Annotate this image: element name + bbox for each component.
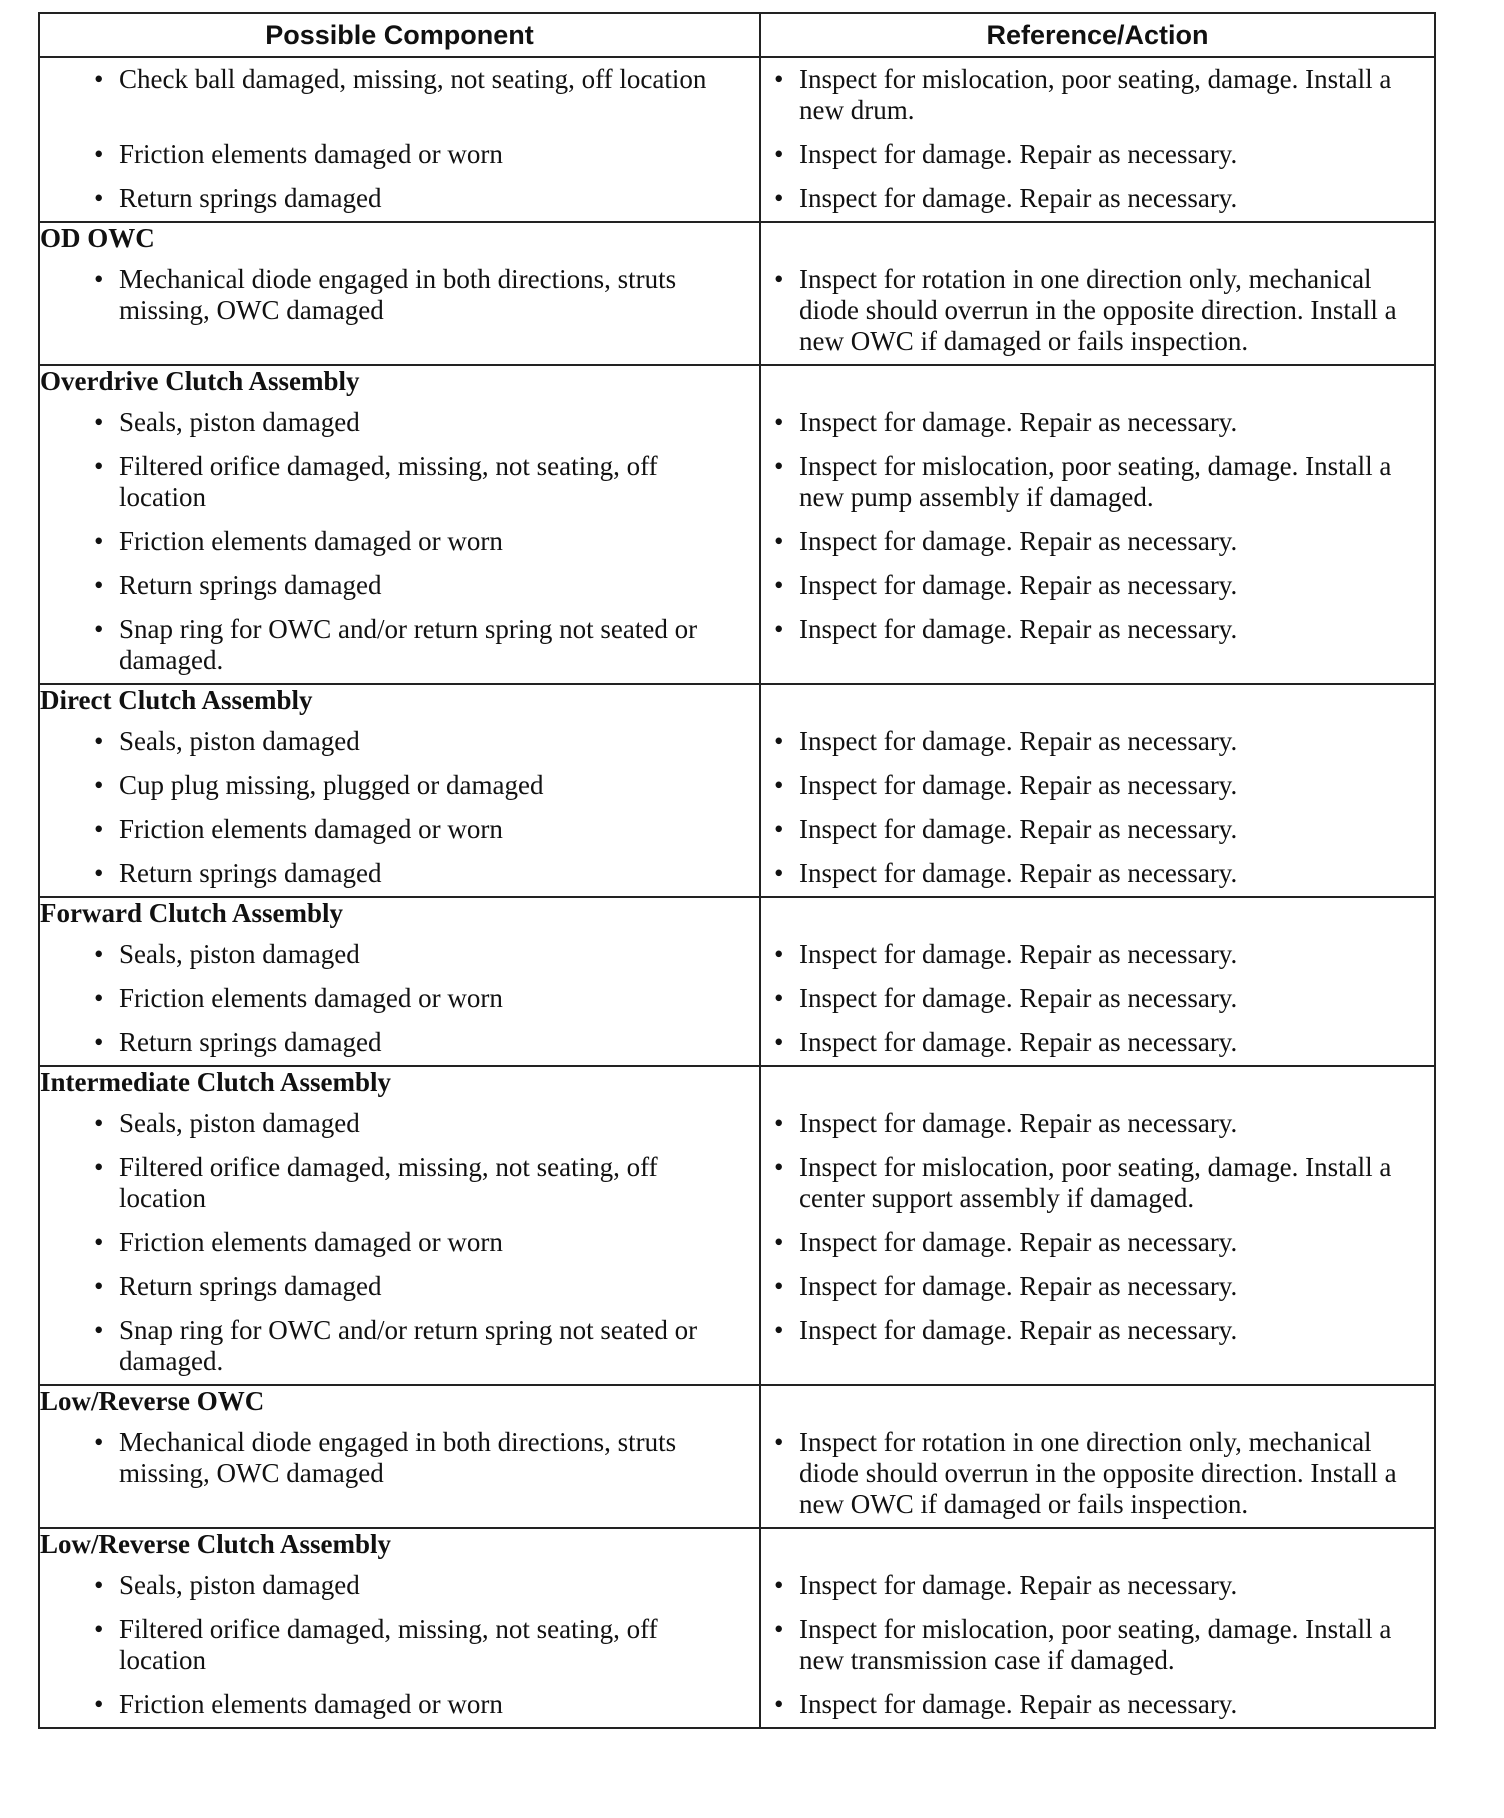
bullet-icon: •	[94, 983, 104, 1013]
list-item	[761, 445, 1434, 520]
table-row	[39, 933, 1435, 977]
action-text: Inspect for damage. Repair as necessary.	[799, 726, 1238, 756]
list-item	[40, 764, 759, 808]
component-group	[39, 365, 1435, 684]
component-cell	[39, 1021, 760, 1066]
table-row	[39, 1564, 1435, 1608]
component-text: Cup plug missing, plugged or damaged	[119, 770, 544, 800]
group-heading-row	[39, 897, 1435, 933]
group-heading-row	[39, 365, 1435, 401]
group-heading-row	[39, 684, 1435, 720]
action-text: Inspect for mislocation, poor seating, damage. Install a center support assembly if damaged.	[799, 1152, 1392, 1213]
table-row	[39, 852, 1435, 897]
action-cell	[760, 1265, 1435, 1309]
bullet-icon: •	[774, 264, 784, 294]
bullet-icon: •	[774, 1570, 784, 1600]
action-cell	[760, 1021, 1435, 1066]
action-cell	[760, 808, 1435, 852]
component-text: Seals, piston damaged	[119, 726, 360, 756]
bullet-icon: •	[774, 526, 784, 556]
action-text: Inspect for damage. Repair as necessary.	[799, 139, 1238, 169]
table-row	[39, 1146, 1435, 1221]
list-item	[40, 177, 759, 221]
group-title-spacer	[760, 897, 1435, 933]
table-row	[39, 608, 1435, 684]
action-cell	[760, 977, 1435, 1021]
component-text: Return springs damaged	[119, 1271, 382, 1301]
bullet-icon: •	[774, 1271, 784, 1301]
component-text: Filtered orifice damaged, missing, not seating, off location	[119, 451, 658, 512]
component-text: Seals, piston damaged	[119, 407, 360, 437]
component-text: Check ball damaged, missing, not seating, off location	[119, 64, 707, 94]
action-cell	[760, 720, 1435, 764]
list-item	[40, 608, 759, 683]
component-text: Seals, piston damaged	[119, 1108, 360, 1138]
action-cell	[760, 133, 1435, 177]
action-cell	[760, 608, 1435, 684]
component-cell	[39, 764, 760, 808]
component-cell	[39, 808, 760, 852]
table-row	[39, 520, 1435, 564]
component-text: Friction elements damaged or worn	[119, 139, 503, 169]
action-text: Inspect for damage. Repair as necessary.	[799, 1689, 1238, 1719]
bullet-icon: •	[94, 1152, 104, 1182]
list-item	[40, 1021, 759, 1065]
group-title-spacer	[760, 1385, 1435, 1421]
group-title-spacer	[760, 684, 1435, 720]
bullet-icon: •	[774, 1152, 784, 1182]
action-cell	[760, 1102, 1435, 1146]
component-text: Filtered orifice damaged, missing, not seating, off location	[119, 1614, 658, 1675]
table-row	[39, 445, 1435, 520]
list-item	[761, 58, 1434, 133]
action-cell	[760, 852, 1435, 897]
component-cell	[39, 564, 760, 608]
action-cell	[760, 564, 1435, 608]
action-text: Inspect for damage. Repair as necessary.	[799, 183, 1238, 213]
table-header	[39, 13, 1435, 57]
bullet-icon: •	[94, 1570, 104, 1600]
group-title: Direct Clutch Assembly	[39, 684, 760, 720]
component-group	[39, 1385, 1435, 1528]
component-text: Mechanical diode engaged in both directions, struts missing, OWC damaged	[119, 1427, 677, 1488]
bullet-icon: •	[94, 1614, 104, 1644]
component-cell	[39, 720, 760, 764]
component-text: Friction elements damaged or worn	[119, 1689, 503, 1719]
component-text: Filtered orifice damaged, missing, not seating, off location	[119, 1152, 658, 1213]
group-title: Low/Reverse OWC	[39, 1385, 760, 1421]
bullet-icon: •	[774, 726, 784, 756]
list-item	[40, 720, 759, 764]
list-item	[761, 520, 1434, 564]
component-cell	[39, 1221, 760, 1265]
list-item	[761, 401, 1434, 445]
action-text: Inspect for damage. Repair as necessary.	[799, 1570, 1238, 1600]
group-title: OD OWC	[39, 222, 760, 258]
table-row	[39, 401, 1435, 445]
bullet-icon: •	[94, 1108, 104, 1138]
bullet-icon: •	[94, 726, 104, 756]
action-text: Inspect for damage. Repair as necessary.	[799, 1027, 1238, 1057]
table-row	[39, 1421, 1435, 1528]
list-item	[761, 133, 1434, 177]
list-item	[40, 520, 759, 564]
component-cell	[39, 1309, 760, 1385]
group-title-spacer	[760, 1066, 1435, 1102]
table-row	[39, 1265, 1435, 1309]
component-cell	[39, 57, 760, 133]
table-row	[39, 720, 1435, 764]
action-cell	[760, 1608, 1435, 1683]
list-item	[40, 445, 759, 520]
action-text: Inspect for damage. Repair as necessary.	[799, 614, 1238, 644]
list-item	[40, 808, 759, 852]
bullet-icon: •	[94, 526, 104, 556]
component-cell	[39, 852, 760, 897]
list-item	[40, 258, 759, 333]
list-item	[40, 401, 759, 445]
table-row	[39, 1221, 1435, 1265]
action-text: Inspect for damage. Repair as necessary.	[799, 1227, 1238, 1257]
component-text: Snap ring for OWC and/or return spring not seated or damaged.	[119, 614, 698, 675]
table-row	[39, 1309, 1435, 1385]
list-item	[761, 933, 1434, 977]
bullet-icon: •	[94, 451, 104, 481]
action-cell	[760, 933, 1435, 977]
list-item	[761, 564, 1434, 608]
list-item	[40, 133, 759, 177]
list-item	[40, 1221, 759, 1265]
table-row	[39, 1683, 1435, 1728]
table-row	[39, 1102, 1435, 1146]
table-row	[39, 808, 1435, 852]
bullet-icon: •	[94, 614, 104, 644]
action-cell	[760, 1146, 1435, 1221]
component-text: Mechanical diode engaged in both directions, struts missing, OWC damaged	[119, 264, 677, 325]
action-cell	[760, 258, 1435, 365]
action-text: Inspect for mislocation, poor seating, damage. Install a new pump assembly if damaged.	[799, 451, 1392, 512]
component-group	[39, 1066, 1435, 1385]
action-text: Inspect for damage. Repair as necessary.	[799, 526, 1238, 556]
table-row	[39, 977, 1435, 1021]
action-text: Inspect for damage. Repair as necessary.	[799, 770, 1238, 800]
action-cell	[760, 1421, 1435, 1528]
component-cell	[39, 133, 760, 177]
list-item	[761, 977, 1434, 1021]
action-text: Inspect for rotation in one direction only, mechanical diode should overrun in the opposite direction. Install a new OWC if damaged or fails inspection.	[799, 264, 1397, 356]
list-item	[761, 258, 1434, 364]
component-group	[39, 684, 1435, 897]
list-item	[40, 1608, 759, 1683]
bullet-icon: •	[94, 814, 104, 844]
action-cell	[760, 1309, 1435, 1385]
action-text: Inspect for damage. Repair as necessary.	[799, 407, 1238, 437]
component-text: Friction elements damaged or worn	[119, 526, 503, 556]
action-cell	[760, 1564, 1435, 1608]
bullet-icon: •	[94, 1689, 104, 1719]
bullet-icon: •	[774, 1315, 784, 1345]
action-cell	[760, 1221, 1435, 1265]
component-text: Seals, piston damaged	[119, 939, 360, 969]
action-text: Inspect for mislocation, poor seating, damage. Install a new drum.	[799, 64, 1392, 125]
list-item	[40, 564, 759, 608]
list-item	[761, 720, 1434, 764]
table-row	[39, 1608, 1435, 1683]
group-heading-row	[39, 1385, 1435, 1421]
action-text: Inspect for mislocation, poor seating, damage. Install a new transmission case if damaged.	[799, 1614, 1392, 1675]
component-text: Return springs damaged	[119, 570, 382, 600]
action-text: Inspect for damage. Repair as necessary.	[799, 814, 1238, 844]
component-cell	[39, 520, 760, 564]
list-item	[40, 1421, 759, 1496]
action-cell	[760, 57, 1435, 133]
list-item	[761, 1221, 1434, 1265]
bullet-icon: •	[94, 1271, 104, 1301]
group-title: Overdrive Clutch Assembly	[39, 365, 760, 401]
bullet-icon: •	[774, 183, 784, 213]
list-item	[40, 1102, 759, 1146]
bullet-icon: •	[94, 64, 104, 94]
group-title-spacer	[760, 222, 1435, 258]
component-cell	[39, 1683, 760, 1728]
bullet-icon: •	[94, 1315, 104, 1345]
component-cell	[39, 258, 760, 365]
bullet-icon: •	[774, 1108, 784, 1138]
group-title: Forward Clutch Assembly	[39, 897, 760, 933]
list-item	[40, 58, 759, 102]
bullet-icon: •	[774, 139, 784, 169]
component-cell	[39, 1608, 760, 1683]
action-cell	[760, 177, 1435, 222]
list-item	[40, 852, 759, 896]
list-item	[40, 1564, 759, 1608]
table-row	[39, 177, 1435, 222]
group-title-spacer	[760, 365, 1435, 401]
list-item	[761, 1265, 1434, 1309]
component-text: Friction elements damaged or worn	[119, 983, 503, 1013]
bullet-icon: •	[774, 451, 784, 481]
component-cell	[39, 401, 760, 445]
list-item	[40, 933, 759, 977]
bullet-icon: •	[94, 264, 104, 294]
bullet-icon: •	[94, 183, 104, 213]
table-row	[39, 564, 1435, 608]
list-item	[761, 608, 1434, 652]
table-row	[39, 764, 1435, 808]
component-text: Friction elements damaged or worn	[119, 1227, 503, 1257]
bullet-icon: •	[94, 770, 104, 800]
bullet-icon: •	[94, 1027, 104, 1057]
bullet-icon: •	[94, 139, 104, 169]
bullet-icon: •	[774, 1614, 784, 1644]
component-group	[39, 57, 1435, 222]
list-item	[761, 852, 1434, 896]
action-cell	[760, 401, 1435, 445]
component-cell	[39, 1102, 760, 1146]
component-group	[39, 1528, 1435, 1728]
list-item	[40, 1265, 759, 1309]
action-cell	[760, 1683, 1435, 1728]
bullet-icon: •	[774, 64, 784, 94]
action-cell	[760, 520, 1435, 564]
bullet-icon: •	[774, 814, 784, 844]
table-row	[39, 57, 1435, 133]
component-text: Return springs damaged	[119, 183, 382, 213]
component-text: Snap ring for OWC and/or return spring not seated or damaged.	[119, 1315, 698, 1376]
list-item	[761, 764, 1434, 808]
component-cell	[39, 977, 760, 1021]
action-text: Inspect for damage. Repair as necessary.	[799, 939, 1238, 969]
group-title-spacer	[760, 1528, 1435, 1564]
action-text: Inspect for damage. Repair as necessary.	[799, 1108, 1238, 1138]
bullet-icon: •	[94, 858, 104, 888]
bullet-icon: •	[94, 407, 104, 437]
list-item	[761, 1608, 1434, 1683]
component-text: Return springs damaged	[119, 1027, 382, 1057]
list-item	[761, 1021, 1434, 1065]
diagnosis-table	[38, 12, 1436, 1729]
component-cell	[39, 1265, 760, 1309]
list-item	[761, 1309, 1434, 1353]
action-cell	[760, 764, 1435, 808]
component-cell	[39, 933, 760, 977]
component-cell	[39, 1421, 760, 1528]
group-heading-row	[39, 222, 1435, 258]
bullet-icon: •	[774, 1689, 784, 1719]
group-heading-row	[39, 1528, 1435, 1564]
bullet-icon: •	[774, 1027, 784, 1057]
table-row	[39, 133, 1435, 177]
column-header-possible-component: Possible Component	[39, 13, 760, 57]
bullet-icon: •	[774, 614, 784, 644]
bullet-icon: •	[94, 939, 104, 969]
list-item	[761, 1146, 1434, 1221]
action-text: Inspect for damage. Repair as necessary.	[799, 1315, 1238, 1345]
bullet-icon: •	[94, 1227, 104, 1257]
component-cell	[39, 445, 760, 520]
bullet-icon: •	[774, 570, 784, 600]
bullet-icon: •	[774, 858, 784, 888]
list-item	[40, 1683, 759, 1727]
component-cell	[39, 177, 760, 222]
list-item	[761, 808, 1434, 852]
bullet-icon: •	[774, 939, 784, 969]
action-text: Inspect for damage. Repair as necessary.	[799, 570, 1238, 600]
list-item	[761, 1683, 1434, 1727]
bullet-icon: •	[774, 983, 784, 1013]
action-text: Inspect for damage. Repair as necessary.	[799, 1271, 1238, 1301]
bullet-icon: •	[94, 1427, 104, 1457]
component-cell	[39, 608, 760, 684]
table-row	[39, 258, 1435, 365]
list-item	[761, 1564, 1434, 1608]
bullet-icon: •	[774, 770, 784, 800]
table-row	[39, 1021, 1435, 1066]
list-item	[761, 1421, 1434, 1527]
component-group	[39, 897, 1435, 1066]
group-title: Low/Reverse Clutch Assembly	[39, 1528, 760, 1564]
component-text: Return springs damaged	[119, 858, 382, 888]
bullet-icon: •	[774, 407, 784, 437]
list-item	[40, 977, 759, 1021]
list-item	[761, 1102, 1434, 1146]
action-text: Inspect for damage. Repair as necessary.	[799, 858, 1238, 888]
list-item	[40, 1146, 759, 1221]
bullet-icon: •	[774, 1227, 784, 1257]
list-item	[761, 177, 1434, 221]
group-title: Intermediate Clutch Assembly	[39, 1066, 760, 1102]
component-cell	[39, 1564, 760, 1608]
component-text: Seals, piston damaged	[119, 1570, 360, 1600]
action-text: Inspect for damage. Repair as necessary.	[799, 983, 1238, 1013]
group-heading-row	[39, 1066, 1435, 1102]
component-cell	[39, 1146, 760, 1221]
bullet-icon: •	[94, 570, 104, 600]
component-group	[39, 222, 1435, 365]
component-text: Friction elements damaged or worn	[119, 814, 503, 844]
list-item	[40, 1309, 759, 1384]
column-header-reference-action: Reference/Action	[760, 13, 1435, 57]
action-cell	[760, 445, 1435, 520]
action-text: Inspect for rotation in one direction only, mechanical diode should overrun in the opposite direction. Install a new OWC if damaged or fails inspection.	[799, 1427, 1397, 1519]
bullet-icon: •	[774, 1427, 784, 1457]
